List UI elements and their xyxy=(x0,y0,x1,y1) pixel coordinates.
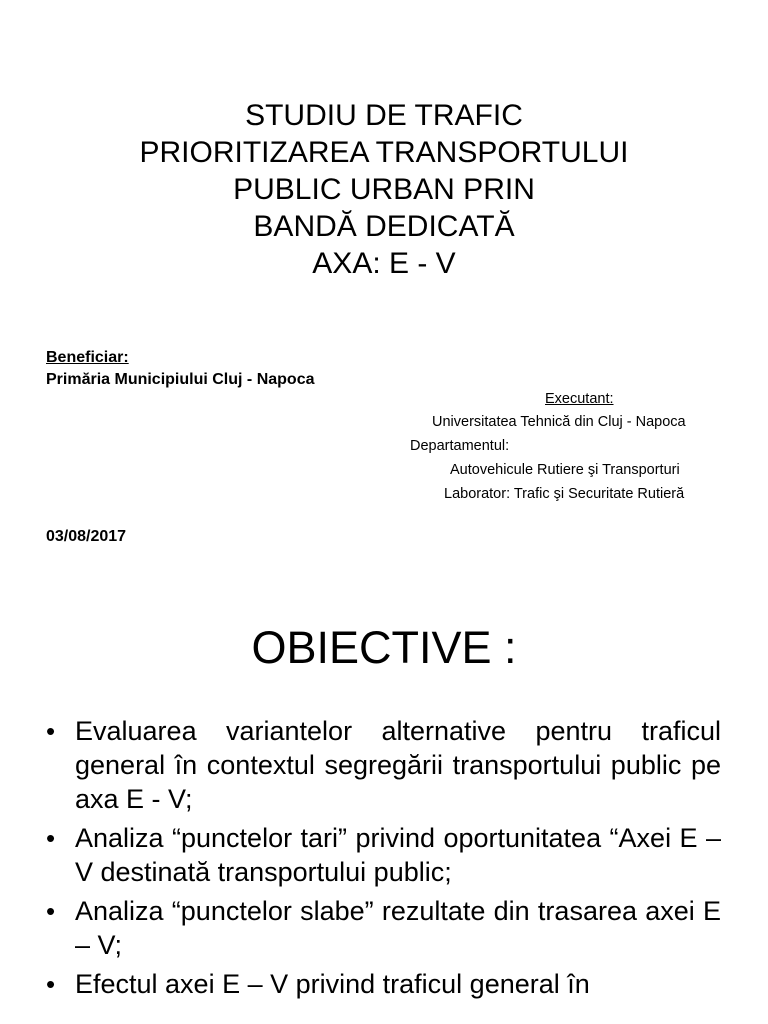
list-item-text: Analiza “punctelor slabe” rezultate din trasarea axei E – V; xyxy=(75,896,721,960)
title-line-5: AXA: E - V xyxy=(312,247,456,280)
list-item-text: Efectul axei E – V privind traficul general în xyxy=(75,969,590,999)
study-title xyxy=(0,97,768,282)
objectives-heading: OBIECTIVE : xyxy=(251,622,517,673)
list-item xyxy=(46,967,721,1001)
executor-label: Executant: xyxy=(545,391,614,407)
list-item xyxy=(46,894,721,962)
title-line-4: BANDĂ DEDICATĂ xyxy=(253,210,515,243)
list-item-text: Evaluarea variantelor alternative pentru traficul general în contextul segregării transportului public pe axa E - V; xyxy=(75,716,721,814)
bullet-icon: • xyxy=(46,969,56,999)
laboratory-name: Laborator: Trafic şi Securitate Rutieră xyxy=(444,486,685,502)
beneficiary-name: Primăria Municipiului Cluj - Napoca xyxy=(46,371,315,388)
beneficiary-block xyxy=(46,347,314,391)
objectives-list xyxy=(46,714,721,1006)
bullet-icon: • xyxy=(46,716,56,746)
title-line-2: PRIORITIZAREA TRANSPORTULUI xyxy=(139,136,629,169)
bullet-icon: • xyxy=(46,823,56,853)
title-line-1: STUDIU DE TRAFIC xyxy=(245,99,523,132)
list-item xyxy=(46,821,721,889)
beneficiary-label: Beneficiar: xyxy=(46,349,129,366)
list-item-text: Analiza “punctelor tari” privind oportunitatea “Axei E – V destinată transportului public; xyxy=(75,823,721,887)
department-label: Departamentul: xyxy=(410,438,510,454)
bullet-icon: • xyxy=(46,896,56,926)
study-date: 03/08/2017 xyxy=(46,528,127,545)
department-name: Autovehicule Rutiere şi Transporturi xyxy=(450,462,680,478)
executor-university: Universitatea Tehnică din Cluj - Napoca xyxy=(432,414,686,430)
title-line-3: PUBLIC URBAN PRIN xyxy=(233,173,535,206)
objectives-slide xyxy=(0,580,768,1024)
list-item xyxy=(46,714,721,816)
